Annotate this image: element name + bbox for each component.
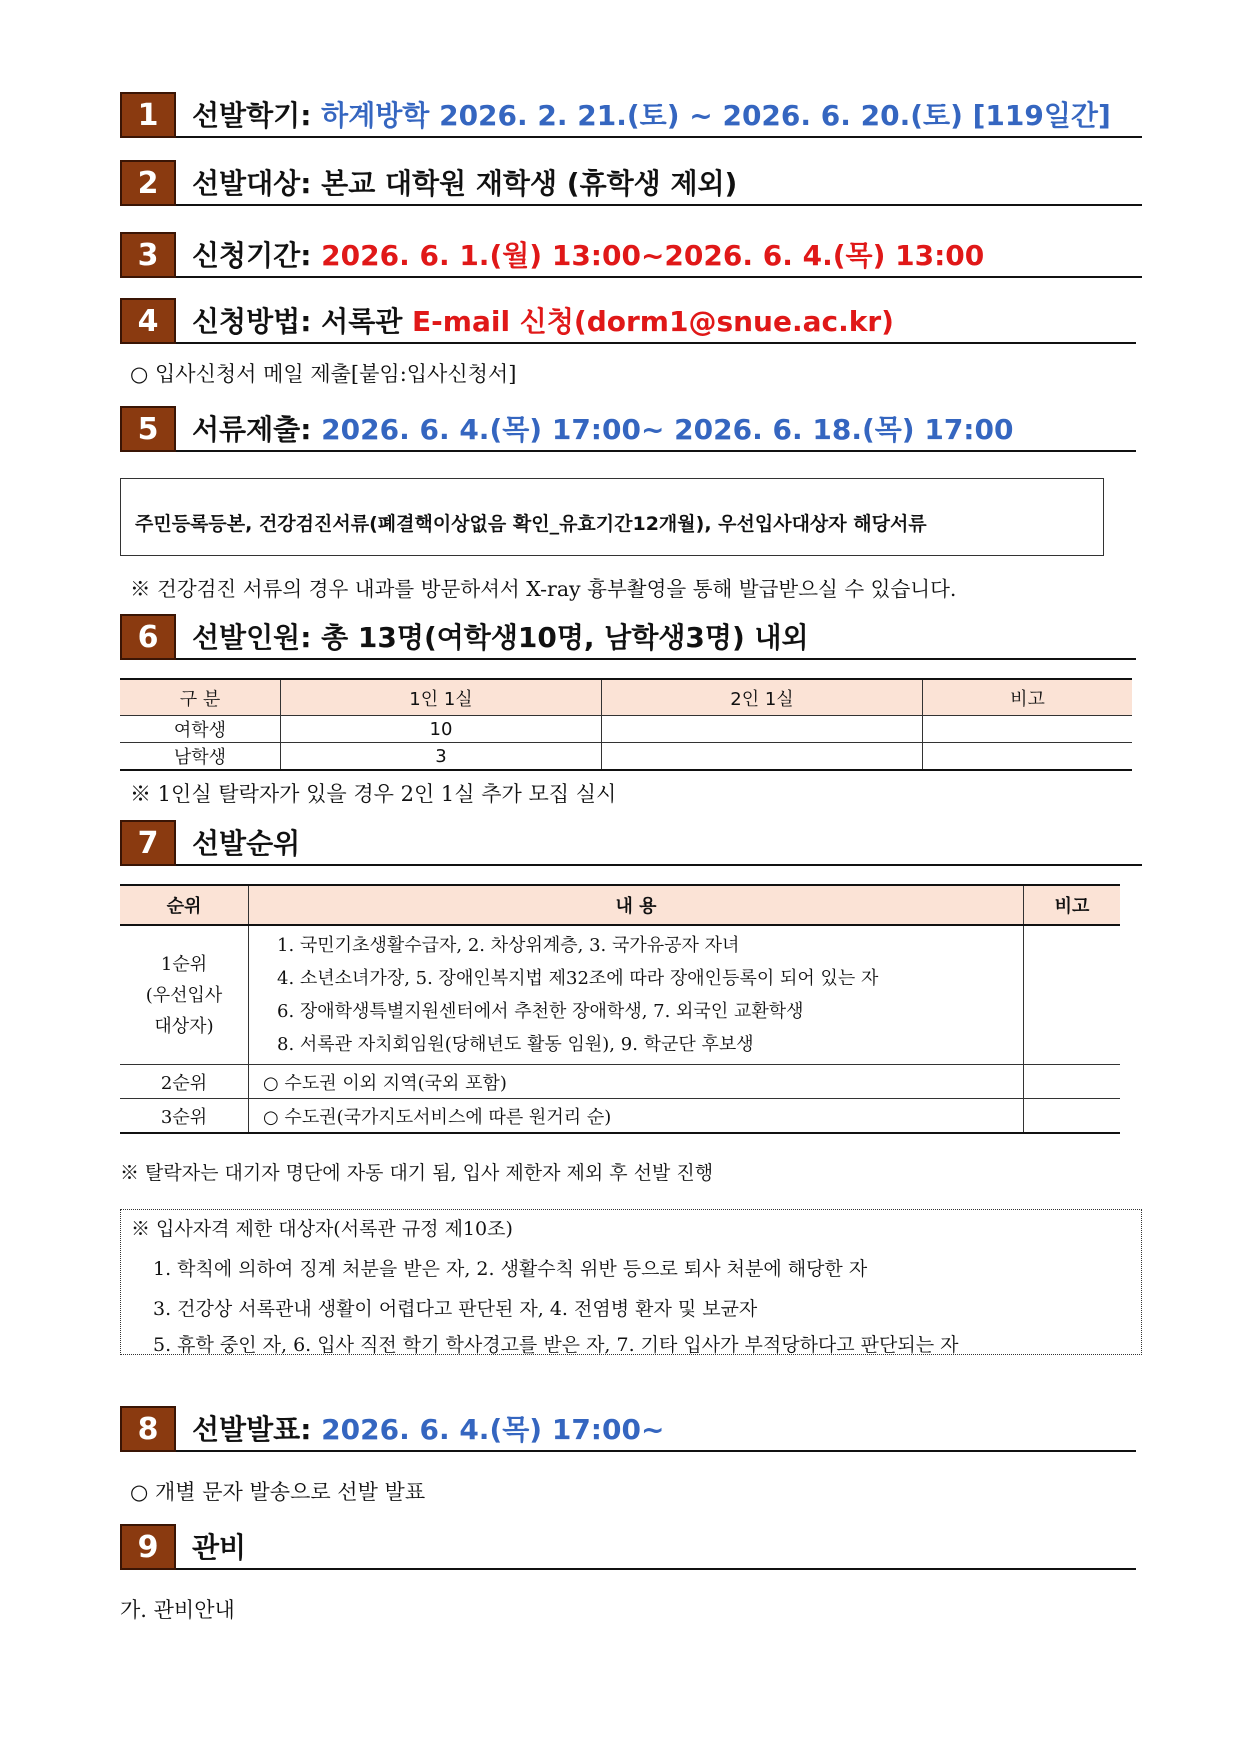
cell-value: 10 bbox=[281, 716, 602, 743]
section-value-plain: 서록관 bbox=[321, 305, 403, 338]
header-double-room: 2인 1실 bbox=[602, 679, 923, 716]
section-label: 선발발표: bbox=[192, 1413, 312, 1446]
section-number: 3 bbox=[120, 232, 176, 278]
section-8-header bbox=[120, 1406, 1136, 1452]
table-row bbox=[120, 1099, 1120, 1134]
section-2-header bbox=[120, 160, 1142, 206]
section-4-header bbox=[120, 298, 1136, 344]
header-remarks: 비고 bbox=[923, 679, 1133, 716]
section-value: 2026. 6. 1.(월) 13:00~2026. 6. 4.(목) 13:00 bbox=[321, 239, 985, 272]
cell-value bbox=[602, 716, 923, 743]
table-row bbox=[120, 716, 1132, 743]
section-number: 6 bbox=[120, 614, 176, 660]
section-label: 관비 bbox=[192, 1531, 247, 1564]
waitlist-note: ※ 탈락자는 대기자 명단에 자동 대기 됨, 입사 제한자 제외 후 선발 진행 bbox=[120, 1162, 714, 1184]
rank-3-remarks bbox=[1024, 1099, 1121, 1134]
apply-method-note: ○ 입사신청서 메일 제출[붙임:입사신청서] bbox=[130, 362, 517, 386]
header-category: 구 분 bbox=[120, 679, 281, 716]
section-number: 5 bbox=[120, 406, 176, 452]
section-value: 2026. 6. 4.(목) 17:00~ 2026. 6. 18.(목) 17:00 bbox=[321, 413, 1014, 446]
section-label: 신청방법: bbox=[192, 305, 312, 338]
section-3-header bbox=[120, 232, 1142, 278]
restriction-box bbox=[120, 1209, 1142, 1355]
section-5-header bbox=[120, 406, 1136, 452]
restriction-line: 3. 건강상 서록관내 생활이 어렵다고 판단된 자, 4. 전염병 환자 및 보균자 bbox=[153, 1298, 758, 1320]
announcement-note: ○ 개별 문자 발송으로 선발 발표 bbox=[130, 1480, 426, 1504]
section-number: 7 bbox=[120, 820, 176, 866]
section-label: 선발순위 bbox=[192, 827, 301, 860]
list-item: 4. 소년소녀가장, 5. 장애인복지법 제32조에 따라 장애인등록이 되어 있는 자 bbox=[277, 968, 879, 989]
section-number: 8 bbox=[120, 1406, 176, 1452]
rank-2-label: 2순위 bbox=[120, 1065, 249, 1099]
section-value: 하계방학 2026. 2. 21.(토) ~ 2026. 6. 20.(토) [119일간] bbox=[321, 99, 1111, 132]
rank-1-line: 대상자) bbox=[154, 1015, 214, 1037]
section-6-header bbox=[120, 614, 1136, 660]
section-number: 1 bbox=[120, 92, 176, 138]
rank-2-text: ○ 수도권 이외 지역(국외 포함) bbox=[249, 1065, 1024, 1099]
rank-1-items bbox=[249, 925, 1024, 1065]
documents-box bbox=[120, 478, 1104, 556]
rank-3-label: 3순위 bbox=[120, 1099, 249, 1134]
section-9-header bbox=[120, 1524, 1136, 1570]
section-value: E-mail 신청(dorm1@snue.ac.kr) bbox=[412, 305, 894, 338]
rank-1-remarks bbox=[1024, 925, 1121, 1065]
cell-value: 3 bbox=[281, 743, 602, 771]
section-7-header bbox=[120, 820, 1142, 866]
section-label: 서류제출: bbox=[192, 413, 312, 446]
rank-3-text: ○ 수도권(국가지도서비스에 따른 원거리 순) bbox=[249, 1099, 1024, 1134]
table-row bbox=[120, 1065, 1120, 1099]
health-check-note: ※ 건강검진 서류의 경우 내과를 방문하셔서 X-ray 흉부촬영을 통해 발급받으실 수 있습니다. bbox=[130, 577, 957, 601]
section-number: 9 bbox=[120, 1524, 176, 1570]
section-label: 선발학기: bbox=[192, 99, 312, 132]
section-label: 선발인원: bbox=[192, 621, 312, 654]
cell-value bbox=[923, 716, 1133, 743]
cell-value bbox=[602, 743, 923, 771]
section-label: 신청기간: bbox=[192, 239, 312, 272]
list-item: 8. 서록관 자치회임원(당해년도 활동 임원), 9. 학군단 후보생 bbox=[277, 1034, 754, 1055]
section-value: 본교 대학원 재학생 (휴학생 제외) bbox=[321, 167, 738, 200]
restriction-line: 5. 휴학 중인 자, 6. 입사 직전 학기 학사경고를 받은 자, 7. 기타 입사가 부적당하다고 판단되는 자 bbox=[153, 1334, 959, 1356]
section-value: 2026. 6. 4.(목) 17:00~ bbox=[321, 1413, 665, 1446]
room-note: ※ 1인실 탈락자가 있을 경우 2인 1실 추가 모집 실시 bbox=[130, 782, 617, 806]
restriction-line: 1. 학칙에 의하여 징계 처분을 받은 자, 2. 생활수칙 위반 등으로 퇴사 처분에 해당한 자 bbox=[153, 1258, 868, 1280]
rank-2-remarks bbox=[1024, 1065, 1121, 1099]
cell-value bbox=[923, 743, 1133, 771]
table-row bbox=[120, 925, 1120, 1065]
row-label: 여학생 bbox=[120, 716, 281, 743]
list-item: 1. 국민기초생활수급자, 2. 차상위계층, 3. 국가유공자 자녀 bbox=[277, 935, 740, 956]
header-single-room: 1인 1실 bbox=[281, 679, 602, 716]
section-number: 4 bbox=[120, 298, 176, 344]
section-number: 2 bbox=[120, 160, 176, 206]
priority-table bbox=[120, 884, 1120, 1134]
header-remarks: 비고 bbox=[1024, 885, 1121, 925]
table-row bbox=[120, 743, 1132, 771]
section-1-header bbox=[120, 92, 1142, 138]
section-value: 총 13명(여학생10명, 남학생3명) 내외 bbox=[321, 621, 809, 654]
row-label: 남학생 bbox=[120, 743, 281, 771]
restriction-title: ※ 입사자격 제한 대상자(서록관 규정 제10조) bbox=[131, 1218, 513, 1240]
rank-1-line: 1순위 bbox=[160, 953, 208, 975]
section-label: 선발대상: bbox=[192, 167, 312, 200]
fee-guide-heading: 가. 관비안내 bbox=[120, 1598, 235, 1622]
rank-1-label bbox=[120, 925, 249, 1065]
header-rank: 순위 bbox=[120, 885, 249, 925]
rank-1-line: (우선입사 bbox=[145, 984, 223, 1006]
list-item: 6. 장애학생특별지원센터에서 추천한 장애학생, 7. 외국인 교환학생 bbox=[277, 1001, 804, 1022]
documents-text: 주민등록등본, 건강검진서류(폐결핵이상없음 확인_유효기간12개월), 우선입사대상자 해당서류 bbox=[135, 513, 927, 535]
capacity-table bbox=[120, 678, 1132, 771]
header-content: 내 용 bbox=[249, 885, 1024, 925]
